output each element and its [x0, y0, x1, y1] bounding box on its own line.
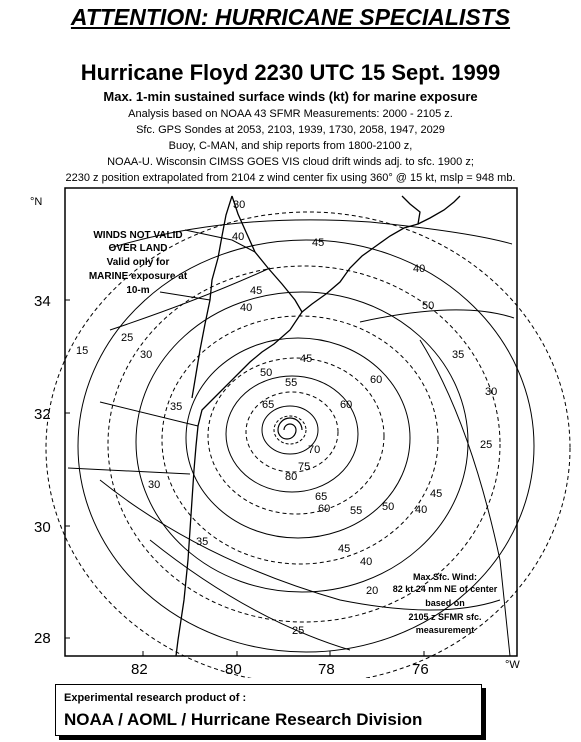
- contour-label: 75: [298, 461, 311, 473]
- lon-tick-82: 82: [131, 661, 148, 678]
- footer-line-1: Experimental research product of :: [64, 692, 247, 704]
- analysis-line-2: Sfc. GPS Sondes at 2053, 2103, 1939, 1730, 2058, 1947, 2029: [136, 124, 445, 136]
- attention-banner: ATTENTION: HURRICANE SPECIALISTS: [70, 4, 511, 30]
- max-wind-note: [393, 572, 498, 635]
- land-note-line-4: MARINE exposure at: [88, 271, 188, 282]
- contour-label: 65: [262, 399, 275, 411]
- contour-label: 40: [232, 231, 245, 243]
- contour-label: 25: [480, 439, 493, 451]
- contour-label: 35: [196, 536, 209, 548]
- lat-tick-30: 30: [34, 519, 51, 536]
- lon-tick-78: 78: [318, 661, 335, 678]
- contour-label: 40: [413, 263, 426, 275]
- contour-label: 20: [366, 585, 379, 597]
- land-note-line-5: 10-m: [126, 285, 150, 296]
- contour-label: 25: [292, 625, 305, 637]
- chart-title: Hurricane Floyd 2230 UTC 15 Sept. 1999: [80, 60, 501, 85]
- contour-label: 15: [76, 345, 89, 357]
- contour-label: 45: [312, 237, 325, 249]
- max-wind-line-5: measurement: [415, 625, 475, 635]
- lon-tick-76: 76: [412, 661, 429, 678]
- lon-tick-80: 80: [225, 661, 242, 678]
- contour-label: 25: [121, 332, 134, 344]
- analysis-line-3: Buoy, C-MAN, and ship reports from 1800-2100 z,: [168, 140, 413, 152]
- analysis-line-5: 2230 z position extrapolated from 2104 z wind center fix using 360° @ 15 kt, mslp = 948 mb.: [65, 172, 516, 184]
- contour-label: 40: [240, 302, 253, 314]
- footer-box: [55, 684, 482, 736]
- land-note-line-1: WINDS NOT VALID: [93, 230, 183, 241]
- max-wind-line-1: Max Sfc. Wind:: [413, 572, 477, 582]
- contour-label: 45: [430, 488, 443, 500]
- lat-tick-32: 32: [34, 406, 51, 423]
- contour-label: 50: [260, 367, 273, 379]
- lat-tick-34: 34: [34, 293, 51, 310]
- analysis-line-1: Analysis based on NOAA 43 SFMR Measurements: 2000 - 2105 z.: [128, 108, 453, 120]
- max-wind-line-4: 2105 z SFMR sfc.: [408, 612, 482, 622]
- contour-label: 55: [285, 377, 298, 389]
- land-note-line-2: OVER LAND: [108, 243, 168, 254]
- storm-center: [278, 418, 302, 439]
- wind-analysis-map: [0, 186, 581, 678]
- contour-label: 50: [422, 300, 435, 312]
- footer-line-2: NOAA / AOML / Hurricane Research Division: [64, 710, 423, 729]
- contour-label: 35: [452, 349, 465, 361]
- contour-label: 60: [318, 503, 331, 515]
- contour-label: 60: [370, 374, 383, 386]
- analysis-line-4: NOAA-U. Wisconsin CIMSS GOES VIS cloud drift winds adj. to sfc. 1900 z;: [107, 156, 474, 168]
- max-wind-line-3: based on: [425, 598, 465, 608]
- contour-label: 30: [485, 386, 498, 398]
- contour-label: 60: [340, 399, 353, 411]
- lon-unit-label: °W: [505, 659, 520, 671]
- contour-label: 30: [233, 199, 246, 211]
- land-note-line-3: Valid only for: [106, 257, 170, 268]
- chart-subtitle: Max. 1-min sustained surface winds (kt) for marine exposure: [103, 89, 478, 104]
- contour-label: 55: [350, 505, 363, 517]
- contour-label: 40: [360, 556, 373, 568]
- contour-label: 30: [148, 479, 161, 491]
- contour-label: 50: [382, 501, 395, 513]
- contour-label: 45: [250, 285, 263, 297]
- contour-label: 40: [415, 504, 428, 516]
- contour-label: 45: [300, 353, 313, 365]
- contour-label: 80: [285, 471, 298, 483]
- contour-label: 30: [140, 349, 153, 361]
- land-note: [89, 230, 188, 296]
- contour-label: 45: [338, 543, 351, 555]
- lat-unit-label: °N: [30, 196, 43, 208]
- max-wind-line-2: 82 kt 24 nm NE of center: [392, 584, 498, 594]
- contour-label: 70: [308, 444, 321, 456]
- lat-tick-28: 28: [34, 630, 51, 647]
- contour-label: 35: [170, 401, 183, 413]
- contour-label: 65: [315, 491, 328, 503]
